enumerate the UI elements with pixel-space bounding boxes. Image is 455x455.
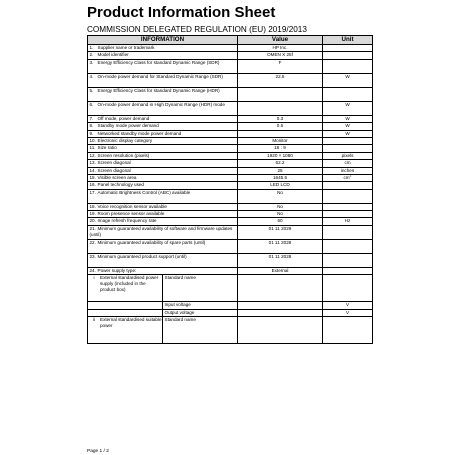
- table-row: [88, 115, 373, 122]
- row-value: OMEN X 25f: [238, 52, 323, 59]
- table-row: [88, 167, 373, 174]
- row-label: Automatic Brightness Control (ABC) available: [97, 189, 191, 195]
- table-row: [88, 275, 373, 302]
- row-value: [238, 130, 323, 137]
- row-number: 11.: [89, 145, 96, 151]
- row-number: 21.: [89, 225, 96, 231]
- row-label: Minimum guaranteed availability of spare parts (until): [97, 239, 206, 245]
- row-value: 62.2: [238, 160, 323, 167]
- row-unit-text: W: [345, 130, 350, 136]
- row-information: [88, 203, 238, 210]
- output-voltage-label: Output voltage: [164, 309, 195, 315]
- table-row: [88, 239, 373, 253]
- input-voltage-label: Input voltage: [164, 302, 191, 308]
- row-value: 01 11 2029: [238, 225, 323, 239]
- table-row: [88, 145, 373, 152]
- power-supply-block: [88, 275, 373, 344]
- row-label: Room presence sensor available: [97, 211, 165, 217]
- table-row: [88, 189, 373, 203]
- table-row: [88, 137, 373, 144]
- table-row: [88, 218, 373, 225]
- row-unit: [323, 101, 373, 115]
- power-supply-ext2-label: External standardised suitable power: [100, 317, 163, 343]
- row-label: Networked standby mode power demand: [97, 130, 182, 136]
- table-row: [88, 87, 373, 101]
- row-number: 13.: [89, 160, 96, 166]
- row-unit-text: cm: [344, 160, 351, 166]
- row-label: Power supply type:: [97, 267, 137, 273]
- row-label: Screen resolution (pixels): [97, 152, 150, 158]
- row-unit: [323, 182, 373, 189]
- row-unit: [323, 225, 373, 239]
- row-label: Off mode, power demand: [97, 115, 150, 121]
- row-information: [88, 253, 238, 267]
- table-row: [88, 182, 373, 189]
- row-unit-text: cm: [343, 174, 350, 180]
- row-information: [88, 123, 238, 130]
- row-unit: [323, 211, 373, 218]
- row-number: 2.: [89, 52, 94, 58]
- row-label: Image refresh frequency rate: [97, 218, 157, 224]
- row-unit-text: W: [345, 101, 350, 107]
- row-label: Electronic display category: [97, 137, 153, 143]
- row-value: No: [238, 203, 323, 210]
- row-unit-superscript: 2: [349, 174, 352, 178]
- row-unit-text: W: [345, 115, 350, 121]
- row-label: Visible screen area: [97, 174, 137, 180]
- table-row: [88, 302, 373, 309]
- row-information: [88, 115, 238, 122]
- row-information: [88, 239, 238, 253]
- row-label: Screen diagonal: [97, 167, 131, 173]
- row-unit: [323, 137, 373, 144]
- row-unit: [323, 45, 373, 52]
- row-label: Supplier name or trademark: [97, 45, 155, 50]
- row-unit-text: W: [345, 123, 350, 129]
- power-supply-ext1-cell: [88, 275, 238, 302]
- power-supply-ext1-value: [238, 275, 323, 302]
- row-label: Screen diagonal: [97, 160, 131, 166]
- row-value: 0.5: [238, 123, 323, 130]
- row-value: 60: [238, 218, 323, 225]
- table-row: [88, 101, 373, 115]
- row-unit: [323, 87, 373, 101]
- row-number: 22.: [89, 239, 96, 245]
- row-unit: [323, 59, 373, 73]
- table-row: [88, 52, 373, 59]
- row-information: [88, 160, 238, 167]
- row-number: 18.: [89, 203, 96, 209]
- table-row: [88, 309, 373, 316]
- row-label: Panel technology used: [97, 182, 144, 188]
- power-supply-ext2-index: ii: [92, 317, 96, 323]
- table-row: [88, 317, 373, 344]
- output-voltage-unit: V: [323, 309, 373, 316]
- power-supply-ext2-name-label: Standard name: [164, 317, 196, 323]
- row-number: 8.: [89, 123, 94, 129]
- row-value: 22.5: [238, 73, 323, 87]
- row-value: Monitor: [238, 137, 323, 144]
- row-label: Minimum guaranteed availability of software and firmware updates (until): [89, 225, 233, 237]
- row-value: 01 11 2028: [238, 239, 323, 253]
- row-information: [88, 130, 238, 137]
- table-body: [88, 45, 373, 275]
- row-value: LED LCD: [238, 182, 323, 189]
- row-unit-text: pixels: [341, 152, 354, 158]
- row-number: 12.: [89, 152, 96, 158]
- row-information: [88, 225, 238, 239]
- table-row: [88, 152, 373, 159]
- power-supply-ext1-index: i: [93, 275, 95, 281]
- row-number: 14.: [89, 167, 96, 173]
- row-value: External: [238, 267, 323, 274]
- row-information: [88, 267, 238, 274]
- table-row: [88, 174, 373, 181]
- row-information: [88, 45, 238, 52]
- table-row: [88, 59, 373, 73]
- column-header-value: Value: [238, 36, 323, 45]
- row-unit: [323, 160, 373, 167]
- row-label: Standby mode power demand: [97, 123, 159, 129]
- page-number: Page 1 / 2: [87, 449, 109, 454]
- power-supply-ext1-label: External standardised power supply (included in the product box): [100, 275, 163, 301]
- row-information: [88, 167, 238, 174]
- table-row: [88, 267, 373, 274]
- output-voltage-value: [238, 309, 323, 316]
- row-unit: [323, 189, 373, 203]
- row-number: 17.: [89, 189, 96, 195]
- row-value: [238, 101, 323, 115]
- row-number: 15.: [89, 174, 96, 180]
- row-information: [88, 52, 238, 59]
- row-value: 16 : 9: [238, 145, 323, 152]
- row-label: On-mode power demand in High Dynamic Range (HDR) mode: [97, 101, 225, 107]
- table-row: [88, 211, 373, 218]
- row-unit-text: inches: [340, 167, 355, 173]
- row-number: 5.: [89, 87, 94, 93]
- row-number: 23.: [89, 253, 96, 259]
- table-row: [88, 225, 373, 239]
- row-unit: [323, 174, 373, 181]
- row-label: Energy Efficiency Class for standard Dynamic Range (SDR): [97, 59, 220, 65]
- row-information: [88, 101, 238, 115]
- row-unit: [323, 145, 373, 152]
- page-title: Product Information Sheet: [87, 4, 276, 21]
- row-number: 4.: [89, 73, 94, 79]
- row-value: 25: [238, 167, 323, 174]
- table-header-row: [88, 36, 373, 45]
- table-row: [88, 253, 373, 267]
- row-unit: [323, 267, 373, 274]
- row-information: [88, 174, 238, 181]
- row-value: [238, 87, 323, 101]
- row-information: [88, 189, 238, 203]
- row-label: Voice recognition sensor available: [97, 203, 167, 209]
- row-number: 9.: [89, 130, 94, 136]
- row-unit: [323, 52, 373, 59]
- row-value: 0.3: [238, 115, 323, 122]
- row-label: Size ratio: [97, 145, 117, 151]
- row-unit-text: W: [345, 73, 350, 79]
- row-information: [88, 145, 238, 152]
- row-value: No: [238, 211, 323, 218]
- power-supply-ext2-unit: [323, 317, 373, 344]
- column-header-information: INFORMATION: [88, 36, 238, 45]
- row-number: 3.: [89, 59, 94, 65]
- row-number: 6.: [89, 101, 94, 107]
- regulation-subtitle: COMMISSION DELEGATED REGULATION (EU) 2019/2013: [87, 25, 307, 34]
- table-row: [88, 73, 373, 87]
- row-unit-text: Hz: [344, 218, 351, 224]
- row-unit: [323, 253, 373, 267]
- input-voltage-value: [238, 302, 323, 309]
- row-label: Model identifier: [97, 52, 129, 58]
- power-supply-ext1-unit: [323, 275, 373, 302]
- row-value: F: [238, 59, 323, 73]
- row-information: [88, 73, 238, 87]
- row-value: No: [238, 189, 323, 203]
- row-information: [88, 137, 238, 144]
- row-unit: [323, 152, 373, 159]
- table-row: [88, 45, 373, 52]
- table-row: [88, 160, 373, 167]
- row-number: 16.: [89, 182, 96, 188]
- table-row: [88, 123, 373, 130]
- row-value: 1920 × 1080: [238, 152, 323, 159]
- power-supply-ext2-cell: [88, 317, 238, 344]
- row-information: [88, 182, 238, 189]
- row-unit: [323, 167, 373, 174]
- row-number: 24.: [89, 267, 96, 273]
- row-number: 10.: [89, 137, 96, 143]
- row-number: 19.: [89, 211, 96, 217]
- table-row: [88, 203, 373, 210]
- table-row: [88, 130, 373, 137]
- power-supply-ext1-name-label: Standard name: [164, 275, 196, 281]
- row-information: [88, 152, 238, 159]
- row-value: 01 11 2028: [238, 253, 323, 267]
- row-unit: [323, 123, 373, 130]
- column-header-unit: Unit: [323, 36, 373, 45]
- row-unit: [323, 218, 373, 225]
- row-number: 20.: [89, 218, 96, 224]
- row-label: On-mode power demand for Standard Dynamic Range (SDR): [97, 73, 223, 79]
- row-unit: [323, 203, 373, 210]
- row-unit: [323, 130, 373, 137]
- row-information: [88, 218, 238, 225]
- row-unit: [323, 239, 373, 253]
- row-value: HP Inc.: [238, 45, 323, 52]
- row-label: Energy Efficiency Class for standard Dynamic Range (HDR): [97, 87, 220, 93]
- row-information: [88, 87, 238, 101]
- row-information: [88, 211, 238, 218]
- power-supply-ext2-value: [238, 317, 323, 344]
- input-voltage-unit: V: [323, 302, 373, 309]
- row-information: [88, 59, 238, 73]
- row-label: Minimum guaranteed product support (until): [97, 253, 187, 259]
- row-value: 1645.5: [238, 174, 323, 181]
- information-table: [87, 35, 373, 344]
- row-unit: [323, 115, 373, 122]
- row-unit: [323, 73, 373, 87]
- row-number: 7.: [89, 115, 94, 121]
- row-number: 1.: [89, 45, 94, 50]
